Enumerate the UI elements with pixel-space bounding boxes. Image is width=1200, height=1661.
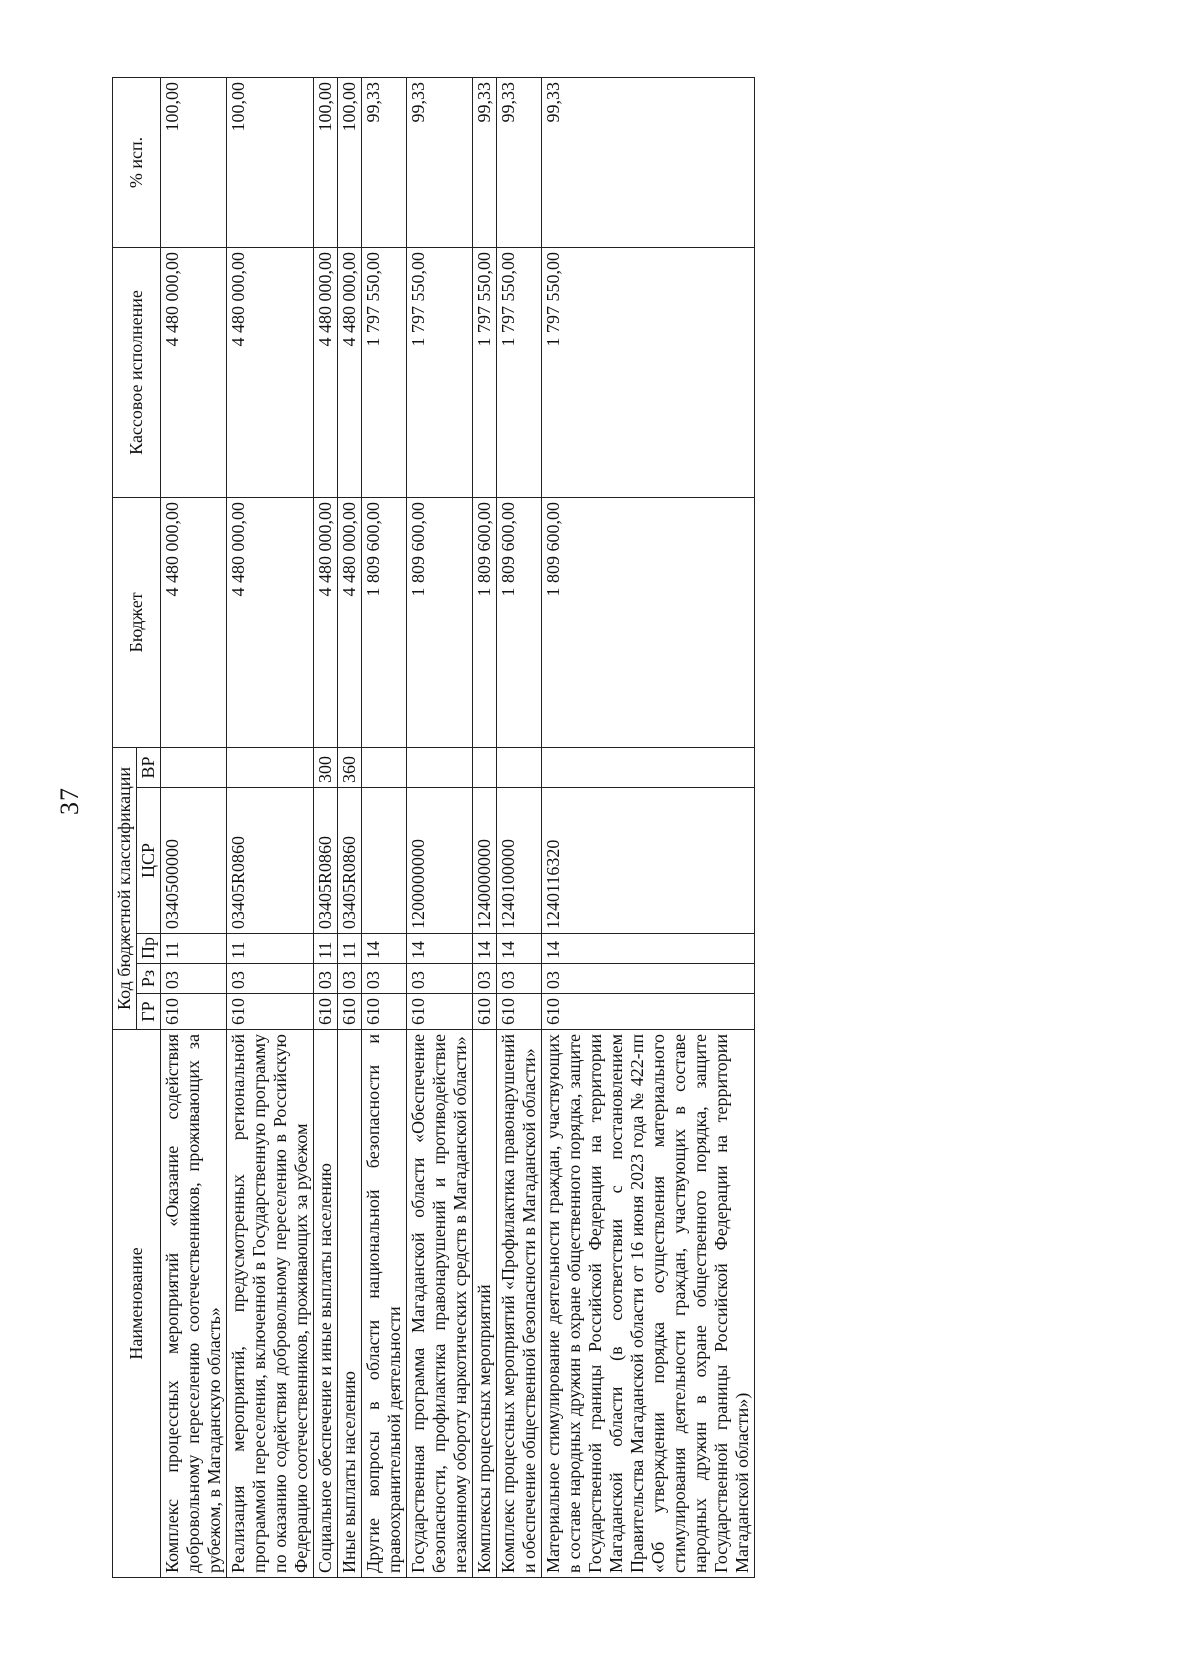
table-row bbox=[542, 77, 755, 1577]
row-cash: 1 797 550,00 bbox=[542, 247, 755, 497]
table-row bbox=[338, 77, 362, 1577]
table-row bbox=[473, 77, 497, 1577]
row-pr: 11 bbox=[338, 934, 362, 964]
row-vr: 360 bbox=[338, 747, 362, 787]
row-vr bbox=[407, 747, 473, 787]
row-name: Другие вопросы в области национальной безопасности и правоохранительной деятельности bbox=[362, 1030, 407, 1578]
row-rz: 03 bbox=[542, 964, 755, 994]
table-row bbox=[227, 77, 314, 1577]
row-cash: 4 480 000,00 bbox=[314, 247, 338, 497]
table-row bbox=[362, 77, 407, 1577]
row-rz: 03 bbox=[362, 964, 407, 994]
row-budget: 4 480 000,00 bbox=[338, 497, 362, 747]
row-rz: 03 bbox=[227, 964, 314, 994]
row-vr bbox=[542, 747, 755, 787]
row-csr: 03405R0860 bbox=[338, 788, 362, 934]
row-cash: 1 797 550,00 bbox=[362, 247, 407, 497]
row-pr: 14 bbox=[497, 934, 542, 964]
row-name: Реализация мероприятий, предусмотренных региональной программой переселения, включенной в Государственную программу по оказанию содействия добровольному переселению в Российскую Федерацию соотечественников, проживающих за рубежом bbox=[227, 1030, 314, 1578]
header-csr: ЦСР bbox=[137, 788, 161, 934]
row-budget: 1 809 600,00 bbox=[497, 497, 542, 747]
row-csr: 1240000000 bbox=[473, 788, 497, 934]
row-csr: 03405R0860 bbox=[314, 788, 338, 934]
row-rz: 03 bbox=[497, 964, 542, 994]
row-pr: 14 bbox=[473, 934, 497, 964]
row-pct: 99,33 bbox=[407, 77, 473, 247]
header-pct: % исп. bbox=[113, 77, 161, 247]
row-name: Комплекс процессных мероприятий «Профилактика правонарушений и обеспечение общественной безопасности в Магаданской области» bbox=[497, 1030, 542, 1578]
row-name: Материальное стимулирование деятельности граждан, участвующих в составе народных дружин в охране общественного порядка, защите Государственной границы Российской Федерации на территории Магаданской области (в соответствии с постановлением Правительства Магаданской области от 16 июня 2023 года № 422-пп «Об утверждении порядка осуществления материального стимулирования деятельности граждан, участвующих в составе народных дружин в охране общественного порядка, защите Государственной границы Российской Федерации на территории Магаданской области») bbox=[542, 1030, 755, 1578]
row-pct: 100,00 bbox=[314, 77, 338, 247]
row-cash: 1 797 550,00 bbox=[473, 247, 497, 497]
row-rz: 03 bbox=[338, 964, 362, 994]
header-pr: Пр bbox=[137, 934, 161, 964]
row-csr: 03405R0860 bbox=[227, 788, 314, 934]
row-gr: 610 bbox=[542, 994, 755, 1030]
header-name: Наименование bbox=[113, 1030, 161, 1578]
header-cash: Кассовое исполнение bbox=[113, 247, 161, 497]
row-gr: 610 bbox=[338, 994, 362, 1030]
row-name: Комплексы процессных мероприятий bbox=[473, 1030, 497, 1578]
row-pr: 11 bbox=[314, 934, 338, 964]
row-pct: 99,33 bbox=[473, 77, 497, 247]
page-number: 37 bbox=[55, 787, 84, 815]
row-csr: 1240100000 bbox=[497, 788, 542, 934]
table-row bbox=[161, 77, 227, 1577]
row-cash: 1 797 550,00 bbox=[407, 247, 473, 497]
row-gr: 610 bbox=[473, 994, 497, 1030]
row-rz: 03 bbox=[473, 964, 497, 994]
row-pct: 100,00 bbox=[161, 77, 227, 247]
table-row bbox=[407, 77, 473, 1577]
row-gr: 610 bbox=[227, 994, 314, 1030]
row-budget: 1 809 600,00 bbox=[407, 497, 473, 747]
row-pr: 14 bbox=[407, 934, 473, 964]
row-gr: 610 bbox=[362, 994, 407, 1030]
row-pct: 99,33 bbox=[362, 77, 407, 247]
header-gr: ГР bbox=[137, 994, 161, 1030]
budget-table bbox=[112, 77, 755, 1578]
row-budget: 1 809 600,00 bbox=[542, 497, 755, 747]
header-budget: Бюджет bbox=[113, 497, 161, 747]
row-pr: 14 bbox=[542, 934, 755, 964]
row-budget: 4 480 000,00 bbox=[161, 497, 227, 747]
row-budget: 1 809 600,00 bbox=[362, 497, 407, 747]
row-rz: 03 bbox=[407, 964, 473, 994]
row-rz: 03 bbox=[161, 964, 227, 994]
row-vr bbox=[227, 747, 314, 787]
row-budget: 4 480 000,00 bbox=[227, 497, 314, 747]
row-csr: 1200000000 bbox=[407, 788, 473, 934]
table-row bbox=[314, 77, 338, 1577]
row-pct: 100,00 bbox=[338, 77, 362, 247]
row-vr bbox=[473, 747, 497, 787]
row-pct: 99,33 bbox=[497, 77, 542, 247]
row-cash: 4 480 000,00 bbox=[161, 247, 227, 497]
header-vr: ВР bbox=[137, 747, 161, 787]
row-name: Иные выплаты населению bbox=[338, 1030, 362, 1578]
row-gr: 610 bbox=[497, 994, 542, 1030]
row-csr: 1240116320 bbox=[542, 788, 755, 934]
row-pr: 11 bbox=[161, 934, 227, 964]
row-vr: 300 bbox=[314, 747, 338, 787]
row-vr bbox=[161, 747, 227, 787]
rotated-page-content bbox=[112, 78, 1012, 1578]
row-budget: 1 809 600,00 bbox=[473, 497, 497, 747]
row-pr: 11 bbox=[227, 934, 314, 964]
row-vr bbox=[497, 747, 542, 787]
row-budget: 4 480 000,00 bbox=[314, 497, 338, 747]
header-code-group: Код бюджетной классификации bbox=[113, 747, 137, 1029]
row-pr: 14 bbox=[362, 934, 407, 964]
header-rz: Рз bbox=[137, 964, 161, 994]
row-cash: 4 480 000,00 bbox=[338, 247, 362, 497]
row-gr: 610 bbox=[407, 994, 473, 1030]
row-name: Государственная программа Магаданской области «Обеспечение безопасности, профилактика правонарушений и противодействие незаконному обороту наркотических средств в Магаданской области» bbox=[407, 1030, 473, 1578]
row-gr: 610 bbox=[161, 994, 227, 1030]
row-pct: 99,33 bbox=[542, 77, 755, 247]
row-vr bbox=[362, 747, 407, 787]
row-pct: 100,00 bbox=[227, 77, 314, 247]
row-name: Комплекс процессных мероприятий «Оказание содействия добровольному переселению соотечественников, проживающих за рубежом, в Магаданскую область» bbox=[161, 1030, 227, 1578]
row-rz: 03 bbox=[314, 964, 338, 994]
row-csr bbox=[362, 788, 407, 934]
row-csr: 0340500000 bbox=[161, 788, 227, 934]
row-cash: 4 480 000,00 bbox=[227, 247, 314, 497]
table-row bbox=[497, 77, 542, 1577]
row-cash: 1 797 550,00 bbox=[497, 247, 542, 497]
row-gr: 610 bbox=[314, 994, 338, 1030]
table-header bbox=[113, 77, 161, 1577]
row-name: Социальное обеспечение и иные выплаты населению bbox=[314, 1030, 338, 1578]
